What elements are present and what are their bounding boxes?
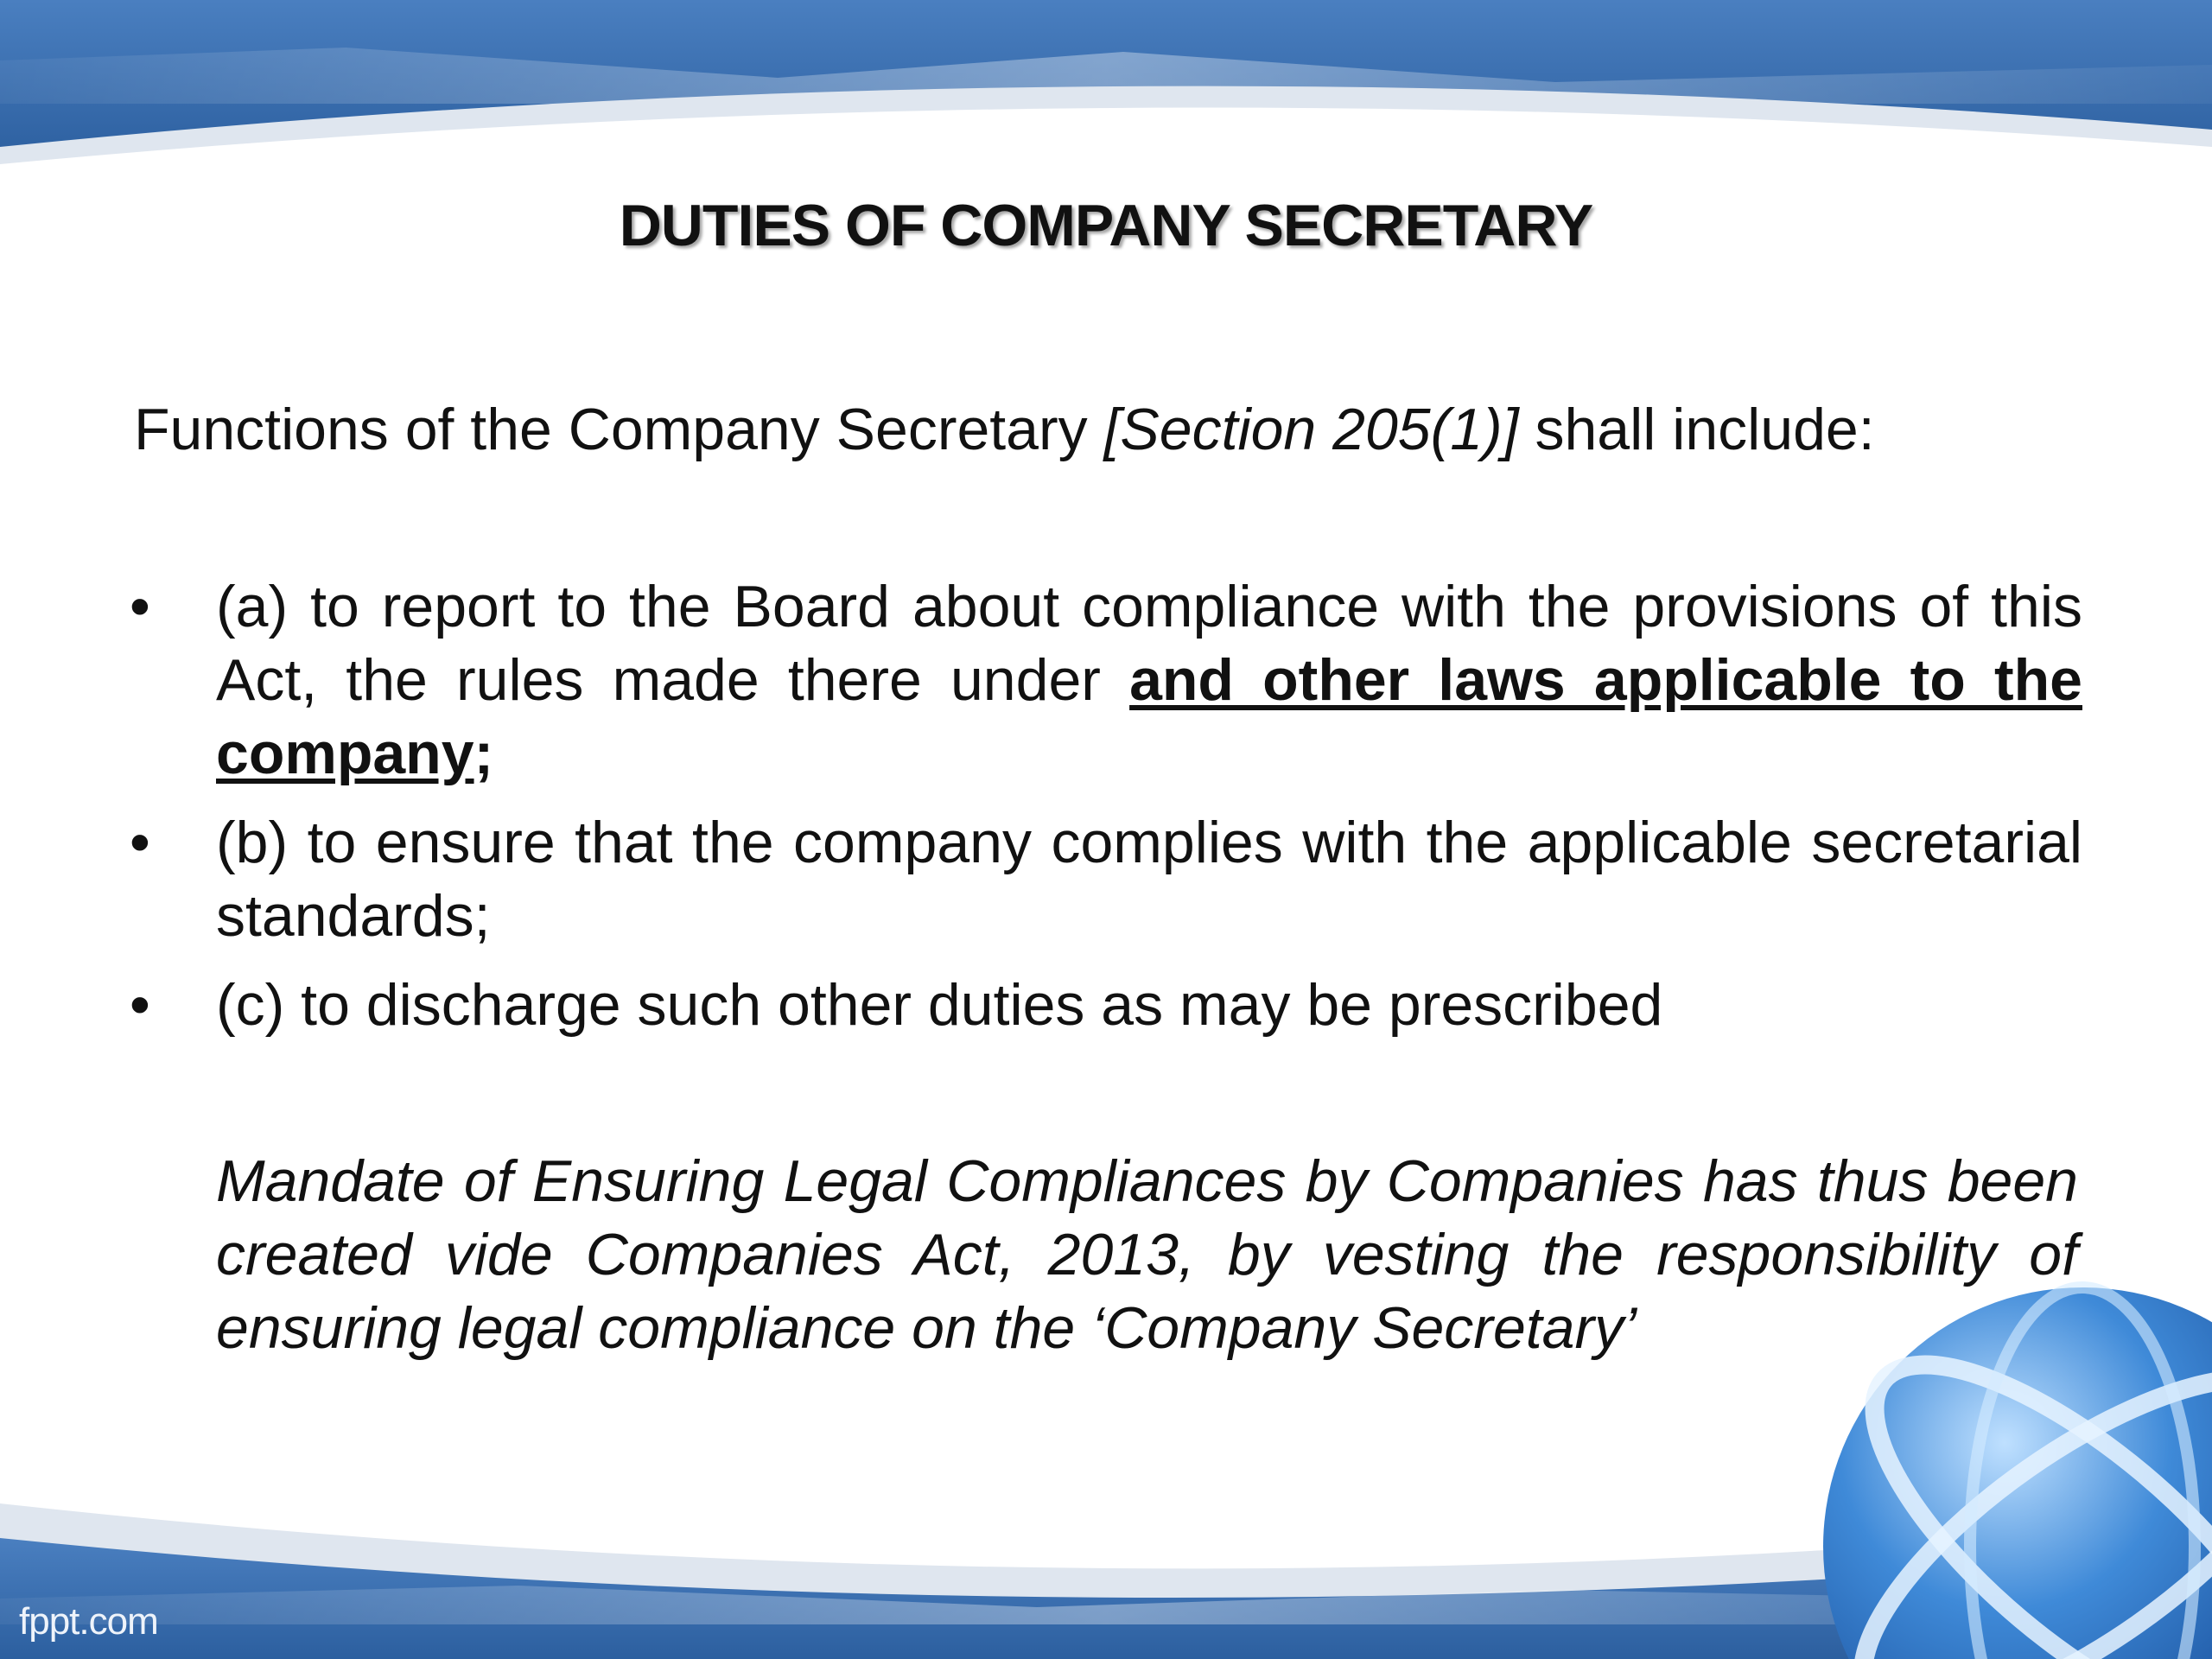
- top-decorative-band: [0, 0, 2212, 225]
- duty-item-a: [130, 570, 2082, 791]
- duty-text: (c) to discharge such other duties as may be prescribed: [216, 972, 1663, 1038]
- bullet-icon: •: [130, 810, 150, 875]
- duty-suffix: ;: [474, 721, 494, 786]
- duty-emphasis: and other laws applicable to the company: [216, 647, 2082, 786]
- duty-item-b: [130, 806, 2082, 953]
- duty-text: (a) to report to the Board about compliance with the provisions of this Act, the rules made there under: [216, 574, 2082, 713]
- intro-text: Functions of the Company Secretary: [134, 397, 1104, 462]
- intro-text-end: shall include:: [1518, 397, 1875, 462]
- duty-item-c: [130, 969, 2082, 1042]
- footer-brand: fppt.com: [19, 1600, 158, 1643]
- intro-line: [134, 396, 2121, 463]
- duty-text: (b) to ensure that the company complies with the applicable secretarial standards;: [216, 810, 2082, 949]
- bullet-icon: •: [130, 972, 150, 1038]
- section-reference: [Section 205(1)]: [1103, 397, 1519, 462]
- slide-title: DUTIES OF COMPANY SECRETARY: [619, 193, 1593, 258]
- duties-list: [130, 570, 2082, 1058]
- conclusion-paragraph: Mandate of Ensuring Legal Compliances by Companies has thus been created vide Companies Act, 2013, by vesting the responsibility of ensuring legal compliance on the ‘Company Secretary’: [216, 1148, 2078, 1361]
- bullet-icon: •: [130, 574, 150, 639]
